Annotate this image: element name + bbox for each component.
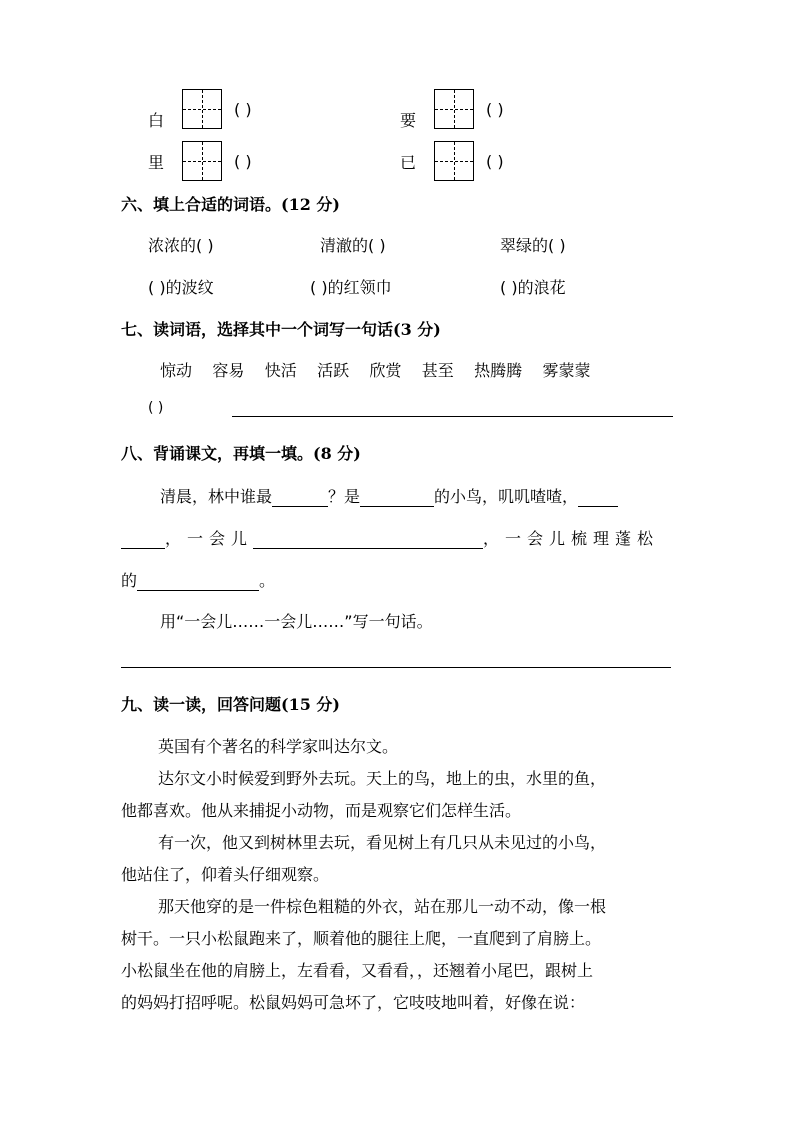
answer-paren[interactable]: ( ) [234,152,252,171]
word: 快活 [264,361,297,380]
chosen-word-paren[interactable]: ( ) [148,400,164,416]
blank-line[interactable] [360,487,434,507]
reading-paragraph: 的妈妈打招呼呢。松鼠妈妈可急坏了，它吱吱地叫着，好像在说： [121,993,586,1012]
char-li: 里 [148,153,165,172]
section-eight-title: 八、背诵课文，再填一填。(8 分) [121,444,361,463]
section-six-title: 六、填上合适的词语。(12 分) [121,195,340,214]
sentence-answer-line[interactable] [232,416,673,417]
word: 甚至 [421,361,454,380]
reading-paragraph: 树干。一只小松鼠跑来了，顺着他的腿往上爬，一直爬到了肩膀上。 [121,929,602,948]
instruction-text: 用“一会儿……一会儿……”写一句话。 [160,612,433,631]
blank-line[interactable] [272,487,328,507]
reading-paragraph: 达尔文小时候爱到野外去玩。天上的鸟，地上的虫，水里的鱼， [158,769,607,788]
writing-grid[interactable] [182,141,222,181]
word: 活跃 [317,361,350,380]
reading-paragraph: 他站住了，仰着头仔细观察。 [121,865,330,884]
reading-paragraph: 有一次，他又到树林里去玩，看见树上有几只从未见过的小鸟， [158,833,607,852]
section-seven-title: 七、读词语，选择其中一个词写一句话(3 分) [121,320,441,339]
answer-paren[interactable]: ( ) [486,100,504,119]
writing-grid[interactable] [182,89,222,129]
reading-paragraph: 他都喜欢。他从来捕捉小动物，而是观察它们怎样生活。 [121,801,522,820]
blank-line[interactable] [121,529,165,549]
fill-blank[interactable]: ( )的浪花 [500,278,566,297]
char-bai: 白 [148,111,165,130]
word: 欣赏 [369,361,402,380]
writing-grid[interactable] [434,89,474,129]
answer-paren[interactable]: ( ) [234,100,252,119]
fill-blank[interactable]: 浓浓的( ) [148,236,214,255]
fill-blank[interactable]: ( )的波纹 [148,278,214,297]
char-yao: 要 [400,111,417,130]
answer-paren[interactable]: ( ) [486,152,504,171]
word: 雾蒙蒙 [542,361,591,380]
poem-line-2: ，一会儿 ，一会儿梳理蓬松 [121,526,659,549]
writing-grid[interactable] [434,141,474,181]
sentence-answer-line[interactable] [121,667,671,668]
poem-line-1: 清晨，林中谁最 ？是 的小鸟，叽叽喳喳， [160,484,618,507]
word: 热腾腾 [474,361,523,380]
fill-blank[interactable]: 翠绿的( ) [500,236,566,255]
blank-line[interactable] [253,529,483,549]
word: 容易 [212,361,245,380]
word-list [160,358,591,381]
fill-blank[interactable]: ( )的红领巾 [310,278,392,297]
section-nine-title: 九、读一读，回答问题(15 分) [121,695,340,714]
poem-line-3: 的 。 [121,571,276,590]
char-yi: 已 [400,153,417,172]
word: 惊动 [160,361,193,380]
blank-line[interactable] [578,487,618,507]
blank-line[interactable] [137,571,259,591]
fill-blank[interactable]: 清澈的( ) [320,236,386,255]
reading-paragraph: 英国有个著名的科学家叫达尔文。 [158,737,399,756]
reading-paragraph: 小松鼠坐在他的肩膀上，左看看，又看看，，还翘着小尾巴，跟树上 [121,961,594,980]
reading-paragraph: 那天他穿的是一件棕色粗糙的外衣，站在那儿一动不动，像一根 [158,897,607,916]
